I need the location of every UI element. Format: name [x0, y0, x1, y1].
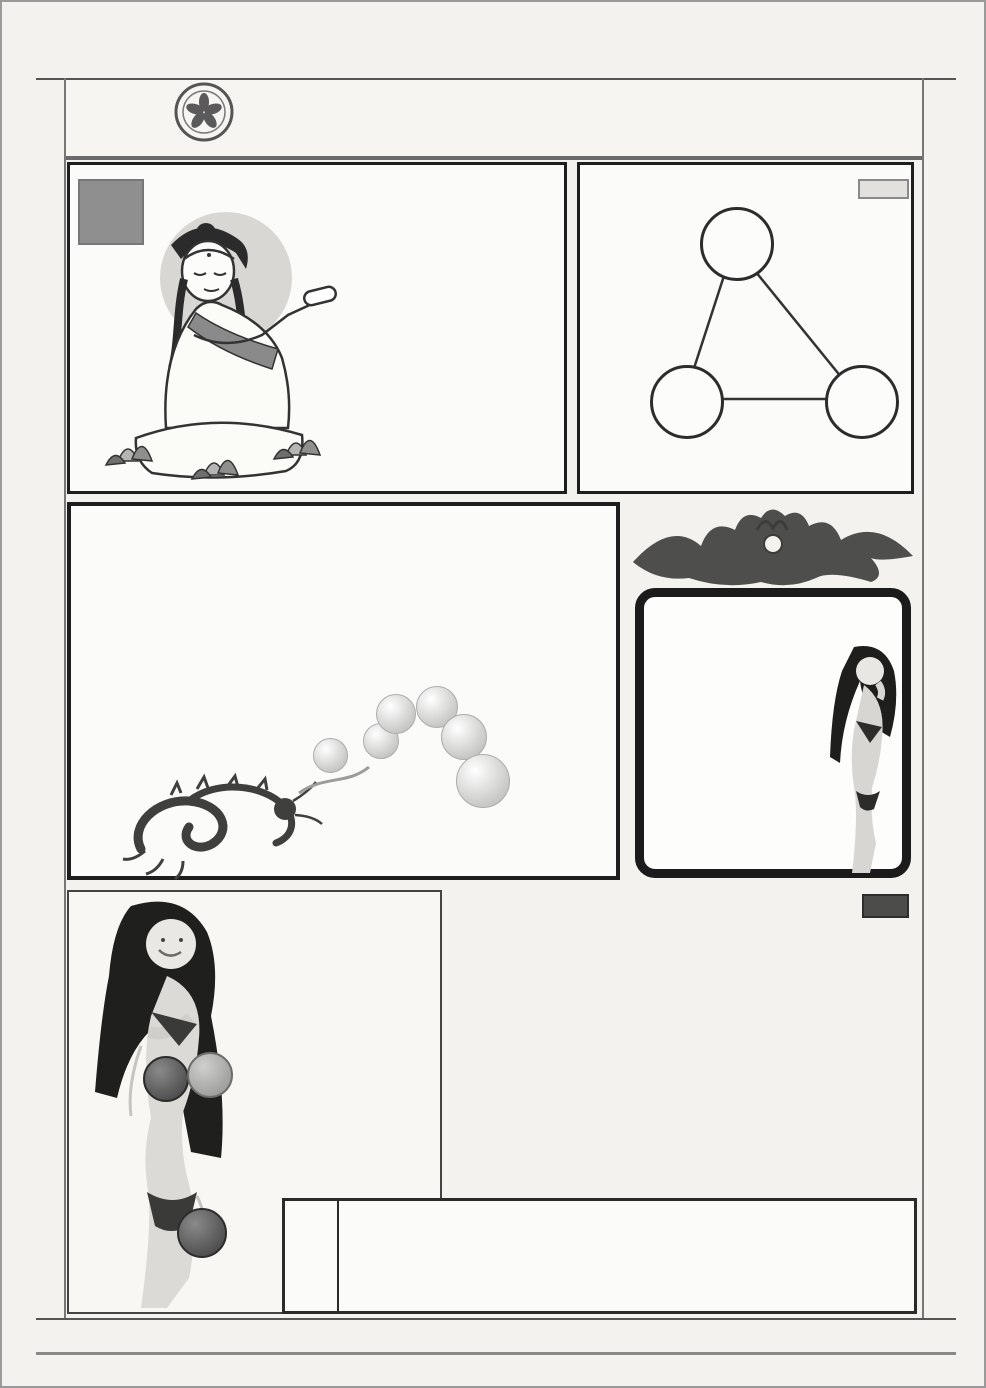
bottom-border-strip	[36, 1318, 956, 1355]
top-border-strip	[36, 44, 956, 80]
model-ball-20	[187, 1052, 233, 1098]
tip-ball-46	[456, 754, 510, 808]
model-ball-01	[143, 1056, 189, 1102]
node-earth	[650, 365, 724, 439]
white-lady-section	[627, 500, 919, 880]
model-ball-16	[177, 1208, 227, 1258]
masthead	[66, 80, 922, 160]
three-element-box	[577, 162, 914, 494]
left-frame-line	[64, 78, 66, 1318]
model-photo-small	[814, 643, 914, 875]
zodiac-table	[282, 1198, 917, 1314]
white-lady-box	[635, 588, 911, 878]
node-sky	[700, 207, 774, 281]
tip-ball-06	[313, 738, 348, 773]
buddha-poem-box	[67, 162, 567, 494]
node-man	[825, 365, 899, 439]
heart-tips-box	[67, 502, 620, 880]
eagle-illustration	[629, 500, 917, 595]
bauhinia-seal-icon	[174, 82, 234, 142]
money-section	[447, 890, 917, 1196]
model-photo-large	[71, 896, 281, 1310]
right-frame-line	[922, 78, 924, 1318]
buddha-illustration	[76, 183, 356, 483]
zodiac-header	[285, 1201, 339, 1311]
tip-ball-20	[376, 694, 416, 734]
money-corner-label	[862, 894, 909, 918]
zodiac-columns	[339, 1201, 914, 1311]
